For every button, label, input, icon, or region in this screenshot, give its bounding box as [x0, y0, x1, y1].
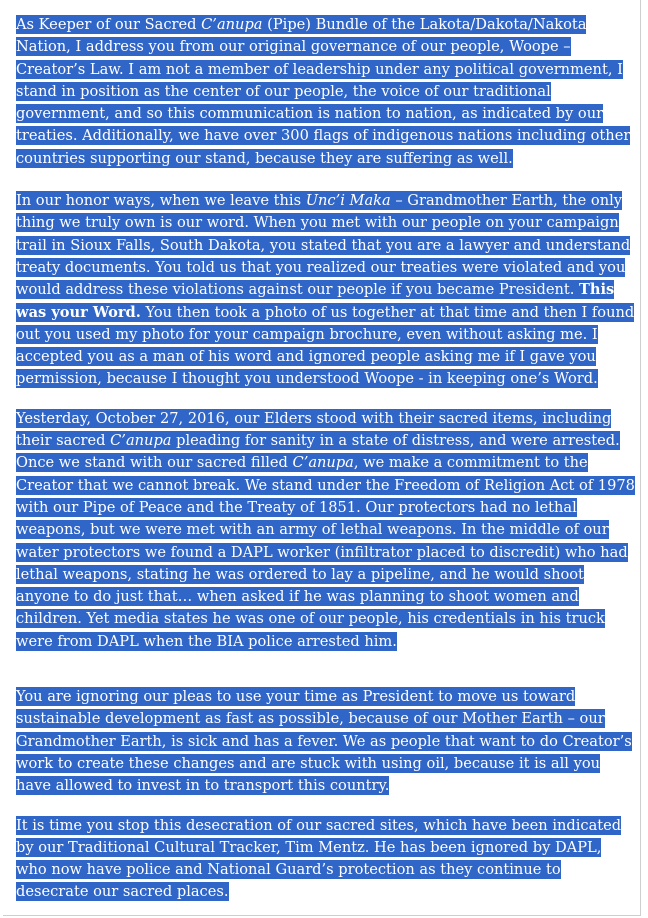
italic-term: C’anupa: [110, 432, 172, 450]
text-run: It is time you stop this desecration of our sacred sites, which have been indicated by our Traditional Cultural Tracker, Tim Mentz. He has been ignored by DAPL, who now have police and National Guard’s protection as they continue to desecrate our sacred places.: [16, 816, 622, 901]
text-run: – Grandmother Earth, the only thing we truly own is our word. When you met with our people on your campaign trail in Sioux Falls, South Dakota, you stated that you are a lawyer and understand treaty documents. You told us that you realized our treaties were violated and you would address these violations against our people if you became President.: [16, 192, 631, 299]
text-run: In our honor ways, when we leave this: [16, 192, 306, 210]
paragraph-3[interactable]: [16, 408, 636, 653]
text-run: , we make a commitment to the Creator that we cannot break. We stand under the Freedom of Religion Act of 1978 with our Pipe of Peace and the Treaty of 1851. Our protectors had no lethal weapons, but we were met with an army of lethal weapons. In the middle of our water protectors we found a DAPL worker (infiltrator placed to discredit) who had lethal weapons, stating he was ordered to lay a pipeline, and he would shoot anyone to do just that… when asked if he was planning to shoot women and children. Yet media states he was one of our people, his credentials in his truck were from DAPL when the BIA police arrested him.: [16, 454, 635, 650]
text-run: pleading for sanity in a state of distress, and were arrested. Once we stand with our sacred filled: [16, 432, 620, 472]
paragraph-5[interactable]: [16, 815, 636, 904]
bold-emphasis: This was your Word.: [16, 281, 615, 321]
paragraph-1[interactable]: [16, 14, 636, 170]
selected-text[interactable]: [16, 816, 621, 902]
selected-text[interactable]: [16, 687, 632, 795]
text-run: You are ignoring our pleas to use your time as President to move us toward sustainable development as fast as possible, because of our Mother Earth – our Grandmother Earth, is sick and has a fever. We as people that want to do Creator’s work to create these changes and are stuck with using oil, because it is all you have allowed to invest in to transport this country.: [16, 688, 632, 795]
text-run: You then took a photo of us together at that time and then I found out you used my photo for your campaign brochure, even without asking me. I accepted you as a man of his word and ignored people asking me if I gave you permission, because I thought you understood Woope - in keeping one’s Word.: [16, 303, 635, 388]
text-run: Yesterday, October 27, 2016, our Elders stood with their sacred items, including their sacred: [16, 409, 612, 450]
document-body[interactable]: [16, 14, 636, 904]
text-run: (Pipe) Bundle of the Lakota/Dakota/Nakota Nation, I address you from our original governance of our people, Woope – Creator’s Law. I am not a member of leadership under any political government, I stand in position as the center of our people, the voice of our traditional government, and so this communication is nation to nation, as indicated by our treaties. Additionally, we have over 300 flags of indigenous nations including other countries supporting our stand, because they are suffering as well.: [16, 16, 631, 167]
selected-text[interactable]: [16, 191, 634, 388]
selected-text[interactable]: [16, 15, 630, 168]
text-run: As Keeper of our Sacred: [16, 16, 202, 33]
italic-term: C’anupa: [201, 16, 263, 33]
italic-term: C’anupa: [292, 454, 354, 472]
paragraph-4[interactable]: [16, 686, 636, 797]
italic-term: Unc’i Maka: [305, 192, 391, 210]
selected-text[interactable]: [16, 409, 635, 651]
paragraph-2[interactable]: [16, 190, 636, 391]
